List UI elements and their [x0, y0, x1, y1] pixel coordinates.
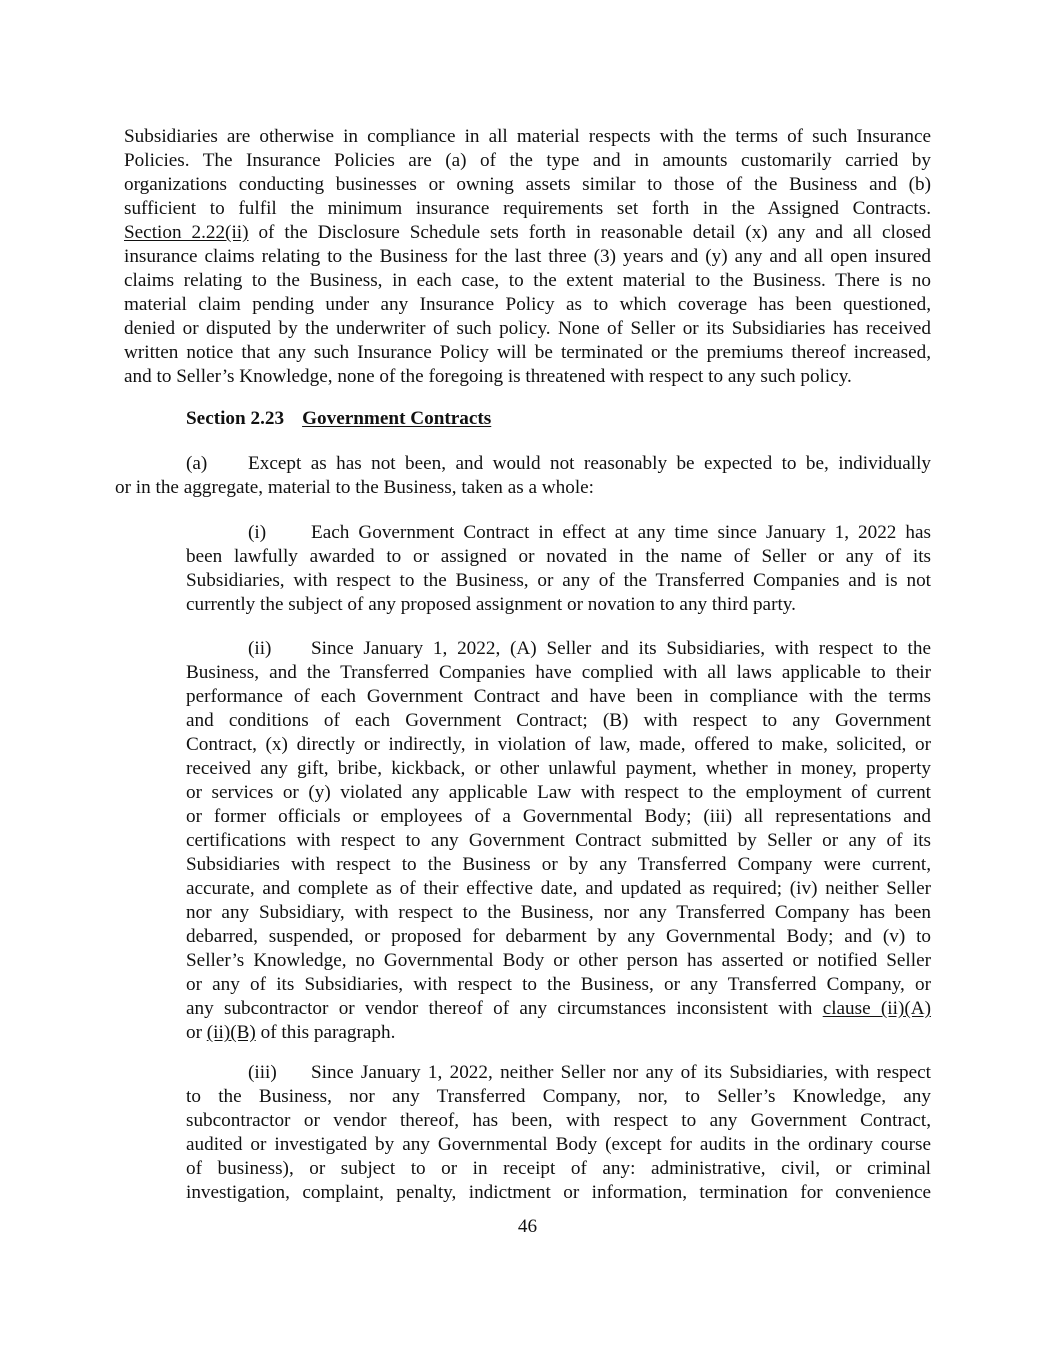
- text-line: debarred, suspended, or proposed for debarment by any Governmental Body; and (v) to: [186, 926, 931, 947]
- text-line: of business), or subject to or in receipt of any: administrative, civil, or criminal: [186, 1158, 931, 1179]
- clause-ii-a-reference: clause (ii)(A): [822, 998, 931, 1019]
- text-span: or: [186, 1022, 202, 1043]
- text-span: of the Disclosure Schedule sets forth in reasonable detail (x) any and all closed: [258, 222, 931, 243]
- text-line: investigation, complaint, penalty, indictment or information, termination for convenience: [186, 1182, 931, 1203]
- section-title: Government Contracts: [302, 408, 492, 429]
- text-line: or former officials or employees of a Governmental Body; (iii) all representations and: [186, 806, 931, 827]
- text-line: performance of each Government Contract and have been in compliance with the terms: [186, 686, 931, 707]
- text-span: of this paragraph.: [260, 1022, 396, 1043]
- text-line: [124, 221, 931, 245]
- text-line: Business, and the Transferred Companies have complied with all laws applicable to their: [186, 662, 931, 683]
- text-line: Since January 1, 2022, (A) Seller and its Subsidiaries, with respect to the: [311, 638, 931, 659]
- text-line: been lawfully awarded to or assigned or novated in the name of Seller or any of its: [186, 546, 931, 567]
- text-line: nor any Subsidiary, with respect to the Business, nor any Transferred Company has been: [186, 902, 931, 923]
- clause-iii-label: (iii): [248, 1062, 277, 1083]
- text-line: [186, 997, 931, 1021]
- section-heading: [186, 407, 491, 431]
- page-number: 46: [517, 1216, 538, 1237]
- text-line: or any of its Subsidiaries, with respect to the Business, or any Transferred Company, or: [186, 974, 931, 995]
- text-line: to the Business, nor any Transferred Company, nor, to Seller’s Knowledge, any: [186, 1086, 931, 1107]
- text-line: Each Government Contract in effect at any time since January 1, 2022 has: [311, 522, 931, 543]
- text-line: subcontractor or vendor thereof, has been, with respect to any Government Contract,: [186, 1110, 931, 1131]
- section-2-22-ii-reference: Section 2.22(ii): [124, 222, 249, 243]
- text-line: Since January 1, 2022, neither Seller nor any of its Subsidiaries, with respect: [311, 1062, 931, 1083]
- text-line: denied or disputed by the underwriter of such policy. None of Seller or its Subsidiaries has received: [124, 318, 931, 339]
- text-line: sufficient to fulfil the minimum insurance requirements set forth in the Assigned Contracts.: [124, 198, 931, 219]
- text-line: Subsidiaries are otherwise in compliance in all material respects with the terms of such Insurance: [124, 126, 931, 147]
- clause-i-label: (i): [248, 522, 267, 543]
- text-line: Policies. The Insurance Policies are (a) of the type and in amounts customarily carried by: [124, 150, 931, 171]
- text-line: written notice that any such Insurance Policy will be terminated or the premiums thereof increased,: [124, 342, 931, 363]
- text-line: certifications with respect to any Government Contract submitted by Seller or any of its: [186, 830, 931, 851]
- text-line: audited or investigated by any Governmental Body (except for audits in the ordinary course: [186, 1134, 931, 1155]
- text-line: Subsidiaries, with respect to the Business, or any of the Transferred Companies and is not: [186, 570, 931, 591]
- text-line: material claim pending under any Insurance Policy as to which coverage has been questioned,: [124, 294, 931, 315]
- text-line: Seller’s Knowledge, no Governmental Body or other person has asserted or notified Seller: [186, 950, 931, 971]
- text-line: and conditions of each Government Contract; (B) with respect to any Government: [186, 710, 931, 731]
- text-line: received any gift, bribe, kickback, or other unlawful payment, whether in money, property: [186, 758, 931, 779]
- clause-ii-label: (ii): [248, 638, 272, 659]
- text-line: organizations conducting businesses or owning assets similar to those of the Business and (b): [124, 174, 931, 195]
- paragraph-a-label: (a): [186, 453, 208, 474]
- text-line: insurance claims relating to the Business for the last three (3) years and (y) any and all open insured: [124, 246, 931, 267]
- text-line: Subsidiaries with respect to the Business or by any Transferred Company were current,: [186, 854, 931, 875]
- text-line: and to Seller’s Knowledge, none of the foregoing is threatened with respect to any such policy.: [124, 366, 852, 387]
- text-line: claims relating to the Business, in each case, to the extent material to the Business. There is no: [124, 270, 931, 291]
- text-line: Contract, (x) directly or indirectly, in violation of law, made, offered to make, solicited, or: [186, 734, 931, 755]
- section-number: Section 2.23: [186, 408, 285, 429]
- text-span: any subcontractor or vendor thereof of any circumstances inconsistent with: [186, 998, 813, 1019]
- text-line: accurate, and complete as of their effective date, and updated as required; (iv) neither Seller: [186, 878, 931, 899]
- text-line: [186, 1021, 931, 1045]
- text-line: Except as has not been, and would not reasonably be expected to be, individually: [248, 453, 931, 474]
- text-line: currently the subject of any proposed assignment or novation to any third party.: [186, 594, 796, 615]
- text-line: or in the aggregate, material to the Business, taken as a whole:: [115, 477, 595, 498]
- text-line: or services or (y) violated any applicable Law with respect to the employment of current: [186, 782, 931, 803]
- clause-ii-b-reference: (ii)(B): [206, 1022, 256, 1043]
